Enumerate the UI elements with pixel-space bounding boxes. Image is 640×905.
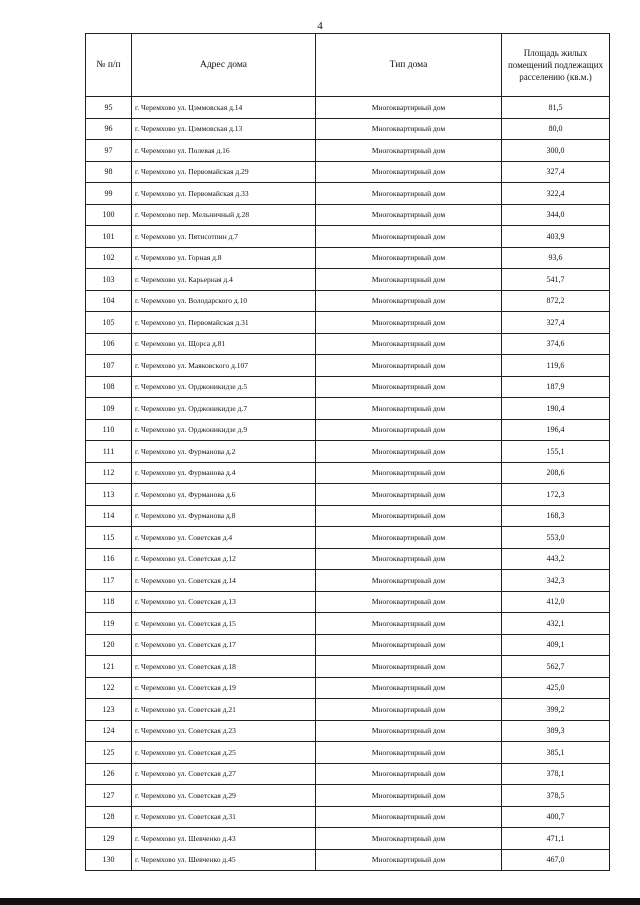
row-type: Многоквартирный дом bbox=[316, 763, 502, 785]
row-area: 168,3 bbox=[502, 505, 610, 527]
row-num: 107 bbox=[86, 355, 132, 377]
row-num: 128 bbox=[86, 806, 132, 828]
row-area: 378,5 bbox=[502, 785, 610, 807]
table-row bbox=[86, 634, 610, 656]
table-row bbox=[86, 849, 610, 871]
row-num: 120 bbox=[86, 634, 132, 656]
row-num: 98 bbox=[86, 161, 132, 183]
row-address: г. Черемхово пер. Мельничный д.28 bbox=[132, 204, 316, 226]
row-num: 115 bbox=[86, 527, 132, 549]
row-area: 322,4 bbox=[502, 183, 610, 205]
row-type: Многоквартирный дом bbox=[316, 97, 502, 119]
table-row bbox=[86, 226, 610, 248]
row-address: г. Черемхово ул. Орджоникидзе д.9 bbox=[132, 419, 316, 441]
header-type: Тип дома bbox=[316, 34, 502, 97]
table-row bbox=[86, 763, 610, 785]
row-area: 190,4 bbox=[502, 398, 610, 420]
table-row bbox=[86, 785, 610, 807]
row-area: 208,6 bbox=[502, 462, 610, 484]
row-address: г. Черемхово ул. Советская д.29 bbox=[132, 785, 316, 807]
row-address: г. Черемхово ул. Советская д.18 bbox=[132, 656, 316, 678]
row-type: Многоквартирный дом bbox=[316, 312, 502, 334]
row-address: г. Черемхово ул. Первомайская д.33 bbox=[132, 183, 316, 205]
row-address: г. Черемхово ул. Советская д.12 bbox=[132, 548, 316, 570]
table-row bbox=[86, 355, 610, 377]
row-num: 121 bbox=[86, 656, 132, 678]
row-type: Многоквартирный дом bbox=[316, 140, 502, 162]
row-num: 103 bbox=[86, 269, 132, 291]
row-num: 117 bbox=[86, 570, 132, 592]
row-area: 471,1 bbox=[502, 828, 610, 850]
header-address: Адрес дома bbox=[132, 34, 316, 97]
row-num: 111 bbox=[86, 441, 132, 463]
row-type: Многоквартирный дом bbox=[316, 419, 502, 441]
header-area: Площадь жилых помещений подлежащих расселению (кв.м.) bbox=[502, 34, 610, 97]
table-row bbox=[86, 161, 610, 183]
row-address: г. Черемхово ул. Фурманова д.2 bbox=[132, 441, 316, 463]
row-address: г. Черемхово ул. Фурманова д.8 bbox=[132, 505, 316, 527]
row-num: 127 bbox=[86, 785, 132, 807]
row-type: Многоквартирный дом bbox=[316, 269, 502, 291]
table-row bbox=[86, 677, 610, 699]
row-type: Многоквартирный дом bbox=[316, 226, 502, 248]
row-type: Многоквартирный дом bbox=[316, 828, 502, 850]
row-type: Многоквартирный дом bbox=[316, 677, 502, 699]
row-type: Многоквартирный дом bbox=[316, 785, 502, 807]
row-num: 109 bbox=[86, 398, 132, 420]
row-address: г. Черемхово ул. Советская д.25 bbox=[132, 742, 316, 764]
row-area: 342,3 bbox=[502, 570, 610, 592]
row-type: Многоквартирный дом bbox=[316, 849, 502, 871]
row-address: г. Черемхово ул. Советская д.14 bbox=[132, 570, 316, 592]
row-type: Многоквартирный дом bbox=[316, 699, 502, 721]
row-address: г. Черемхово ул. Карьерная д.4 bbox=[132, 269, 316, 291]
row-address: г. Черемхово ул. Горная д.8 bbox=[132, 247, 316, 269]
row-type: Многоквартирный дом bbox=[316, 441, 502, 463]
row-area: 403,9 bbox=[502, 226, 610, 248]
table-row bbox=[86, 613, 610, 635]
row-num: 125 bbox=[86, 742, 132, 764]
header-num: № п/п bbox=[86, 34, 132, 97]
row-num: 129 bbox=[86, 828, 132, 850]
table-row bbox=[86, 828, 610, 850]
row-num: 114 bbox=[86, 505, 132, 527]
row-num: 99 bbox=[86, 183, 132, 205]
row-area: 432,1 bbox=[502, 613, 610, 635]
row-type: Многоквартирный дом bbox=[316, 376, 502, 398]
table-row bbox=[86, 419, 610, 441]
row-type: Многоквартирный дом bbox=[316, 591, 502, 613]
row-num: 100 bbox=[86, 204, 132, 226]
row-area: 467,0 bbox=[502, 849, 610, 871]
row-num: 118 bbox=[86, 591, 132, 613]
table-row bbox=[86, 290, 610, 312]
row-num: 123 bbox=[86, 699, 132, 721]
table-row bbox=[86, 204, 610, 226]
row-num: 104 bbox=[86, 290, 132, 312]
table-row bbox=[86, 462, 610, 484]
row-address: г. Черемхово ул. Советская д.4 bbox=[132, 527, 316, 549]
row-type: Многоквартирный дом bbox=[316, 118, 502, 140]
row-address: г. Черемхово ул. Цэммовская д.14 bbox=[132, 97, 316, 119]
page-number: 4 bbox=[317, 20, 323, 32]
row-num: 102 bbox=[86, 247, 132, 269]
row-address: г. Черемхово ул. Советская д.21 bbox=[132, 699, 316, 721]
table-row bbox=[86, 570, 610, 592]
row-type: Многоквартирный дом bbox=[316, 527, 502, 549]
row-num: 126 bbox=[86, 763, 132, 785]
row-address: г. Черемхово ул. Первомайская д.29 bbox=[132, 161, 316, 183]
row-address: г. Черемхово ул. Володарского д.10 bbox=[132, 290, 316, 312]
row-type: Многоквартирный дом bbox=[316, 806, 502, 828]
row-area: 300,0 bbox=[502, 140, 610, 162]
row-num: 119 bbox=[86, 613, 132, 635]
row-area: 327,4 bbox=[502, 312, 610, 334]
row-num: 112 bbox=[86, 462, 132, 484]
table-row bbox=[86, 484, 610, 506]
row-num: 113 bbox=[86, 484, 132, 506]
row-address: г. Черемхово ул. Советская д.17 bbox=[132, 634, 316, 656]
row-area: 327,4 bbox=[502, 161, 610, 183]
row-area: 93,6 bbox=[502, 247, 610, 269]
row-num: 130 bbox=[86, 849, 132, 871]
table-row bbox=[86, 720, 610, 742]
table-row bbox=[86, 806, 610, 828]
row-address: г. Черемхово ул. Советская д.31 bbox=[132, 806, 316, 828]
row-area: 541,7 bbox=[502, 269, 610, 291]
table-row bbox=[86, 247, 610, 269]
table-header-row bbox=[86, 34, 610, 97]
row-num: 95 bbox=[86, 97, 132, 119]
row-area: 172,3 bbox=[502, 484, 610, 506]
row-area: 562,7 bbox=[502, 656, 610, 678]
row-type: Многоквартирный дом bbox=[316, 742, 502, 764]
row-address: г. Черемхово ул. Первомайская д.31 bbox=[132, 312, 316, 334]
row-address: г. Черемхово ул. Цэммовская д.13 bbox=[132, 118, 316, 140]
row-type: Многоквартирный дом bbox=[316, 398, 502, 420]
row-type: Многоквартирный дом bbox=[316, 247, 502, 269]
row-type: Многоквартирный дом bbox=[316, 634, 502, 656]
row-area: 81,5 bbox=[502, 97, 610, 119]
row-address: г. Черемхово ул. Щорса д.81 bbox=[132, 333, 316, 355]
row-address: г. Черемхово ул. Фурманова д.4 bbox=[132, 462, 316, 484]
row-num: 124 bbox=[86, 720, 132, 742]
row-area: 119,6 bbox=[502, 355, 610, 377]
row-num: 108 bbox=[86, 376, 132, 398]
row-area: 389,3 bbox=[502, 720, 610, 742]
row-num: 110 bbox=[86, 419, 132, 441]
row-area: 155,1 bbox=[502, 441, 610, 463]
row-num: 116 bbox=[86, 548, 132, 570]
row-address: г. Черемхово ул. Советская д.13 bbox=[132, 591, 316, 613]
row-area: 412,0 bbox=[502, 591, 610, 613]
row-address: г. Черемхово ул. Полевая д.16 bbox=[132, 140, 316, 162]
row-type: Многоквартирный дом bbox=[316, 204, 502, 226]
table-row bbox=[86, 312, 610, 334]
row-type: Многоквартирный дом bbox=[316, 355, 502, 377]
row-type: Многоквартирный дом bbox=[316, 613, 502, 635]
row-num: 122 bbox=[86, 677, 132, 699]
table-row bbox=[86, 699, 610, 721]
row-num: 101 bbox=[86, 226, 132, 248]
row-address: г. Черемхово ул. Советская д.15 bbox=[132, 613, 316, 635]
table-row bbox=[86, 398, 610, 420]
scan-bottom-edge bbox=[0, 898, 640, 905]
row-area: 553,0 bbox=[502, 527, 610, 549]
row-area: 425,0 bbox=[502, 677, 610, 699]
row-type: Многоквартирный дом bbox=[316, 720, 502, 742]
row-num: 105 bbox=[86, 312, 132, 334]
row-area: 80,0 bbox=[502, 118, 610, 140]
table-row bbox=[86, 505, 610, 527]
row-area: 378,1 bbox=[502, 763, 610, 785]
row-type: Многоквартирный дом bbox=[316, 290, 502, 312]
row-type: Многоквартирный дом bbox=[316, 505, 502, 527]
table-row bbox=[86, 656, 610, 678]
table-row bbox=[86, 269, 610, 291]
table-row bbox=[86, 527, 610, 549]
table-row bbox=[86, 376, 610, 398]
table-row bbox=[86, 441, 610, 463]
row-address: г. Черемхово ул. Советская д.19 bbox=[132, 677, 316, 699]
table-row bbox=[86, 118, 610, 140]
row-type: Многоквартирный дом bbox=[316, 484, 502, 506]
row-address: г. Черемхово ул. Советская д.27 bbox=[132, 763, 316, 785]
row-type: Многоквартирный дом bbox=[316, 161, 502, 183]
row-address: г. Черемхово ул. Фурманова д.6 bbox=[132, 484, 316, 506]
table-row bbox=[86, 140, 610, 162]
row-type: Многоквартирный дом bbox=[316, 548, 502, 570]
row-type: Многоквартирный дом bbox=[316, 183, 502, 205]
row-type: Многоквартирный дом bbox=[316, 333, 502, 355]
row-address: г. Черемхово ул. Советская д.23 bbox=[132, 720, 316, 742]
row-num: 96 bbox=[86, 118, 132, 140]
row-area: 400,7 bbox=[502, 806, 610, 828]
row-area: 196,4 bbox=[502, 419, 610, 441]
row-address: г. Черемхово ул. Пятисотпин д.7 bbox=[132, 226, 316, 248]
table-row bbox=[86, 742, 610, 764]
row-address: г. Черемхово ул. Шевченко д.43 bbox=[132, 828, 316, 850]
row-area: 399,2 bbox=[502, 699, 610, 721]
table-row bbox=[86, 548, 610, 570]
row-area: 187,9 bbox=[502, 376, 610, 398]
row-type: Многоквартирный дом bbox=[316, 656, 502, 678]
row-area: 872,2 bbox=[502, 290, 610, 312]
row-type: Многоквартирный дом bbox=[316, 570, 502, 592]
row-area: 409,1 bbox=[502, 634, 610, 656]
table-row bbox=[86, 333, 610, 355]
table-row bbox=[86, 183, 610, 205]
row-address: г. Черемхово ул. Шевченко д.45 bbox=[132, 849, 316, 871]
housing-table bbox=[85, 33, 610, 871]
row-area: 344,0 bbox=[502, 204, 610, 226]
table-row bbox=[86, 591, 610, 613]
row-num: 106 bbox=[86, 333, 132, 355]
table-row bbox=[86, 97, 610, 119]
row-address: г. Черемхово ул. Маяковского д.107 bbox=[132, 355, 316, 377]
row-num: 97 bbox=[86, 140, 132, 162]
row-address: г. Черемхово ул. Орджоникидзе д.5 bbox=[132, 376, 316, 398]
row-area: 443,2 bbox=[502, 548, 610, 570]
row-type: Многоквартирный дом bbox=[316, 462, 502, 484]
row-area: 374,6 bbox=[502, 333, 610, 355]
row-address: г. Черемхово ул. Орджоникидзе д.7 bbox=[132, 398, 316, 420]
row-area: 385,1 bbox=[502, 742, 610, 764]
